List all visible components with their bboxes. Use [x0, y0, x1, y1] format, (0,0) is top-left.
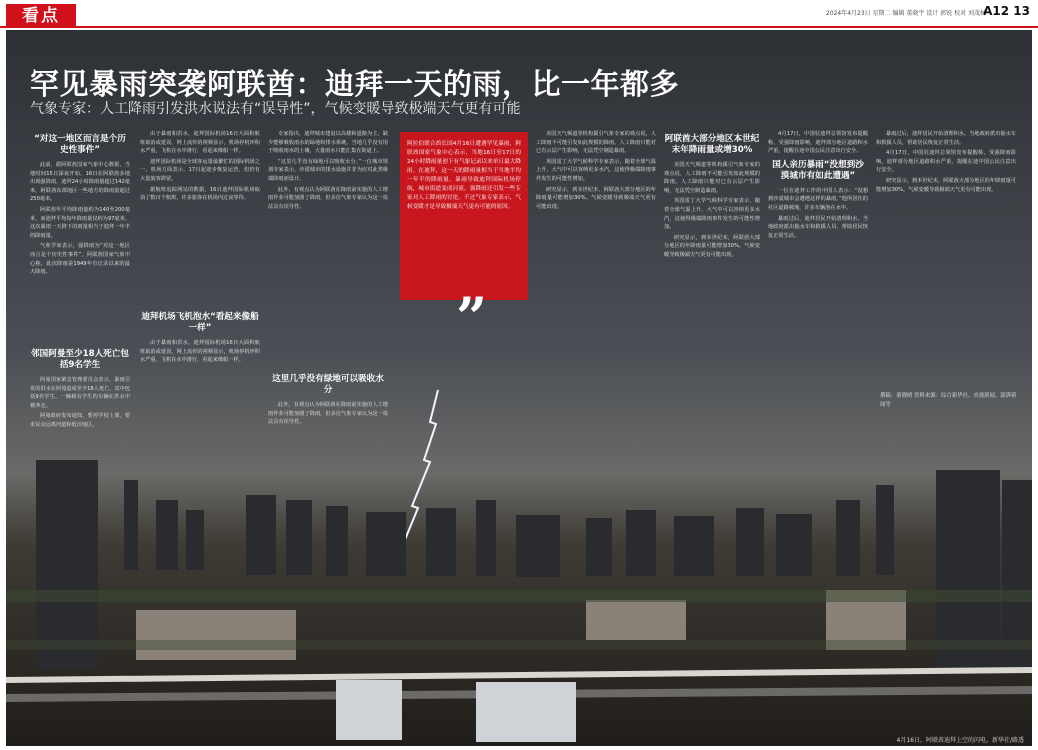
body-paragraph: 英国雷丁大学气候科学专家表示，随着全球气温上升，大气中可以容纳更多水汽，这使得极端降雨事件发生的可能性增加。 [536, 158, 656, 182]
subheadline: 气象专家：人工降雨引发洪水说法有“误导性”，气候变暖导致极端天气更有可能 [30, 101, 521, 117]
quote-mark: ” [456, 285, 488, 349]
section-heading-2: 邻国阿曼至少18人死亡包括9名学生 [31, 349, 129, 370]
body-paragraph: 专家指出，迪拜城市建设以高楼和道路为主，缺少能够吸收雨水的绿地和排水系统。当地几乎没有用于吸收雨水的土壤，大量雨水只能汇集在街道上。 [268, 131, 388, 155]
section-heading-1: “对这一地区而言是个历史性事件” [34, 134, 126, 155]
body-paragraph: 美国天气频道等机构援引气象专家的观点说，人工降雨不可能引发如此规模的降雨。人工降雨只能对已有云层产生影响，无法凭空制造暴雨。 [664, 162, 760, 194]
page-info: 2024年4月23日 星期二 编辑 董晓宇 设计 郭锐 校对 刘茂林 [825, 10, 986, 17]
body-paragraph: 阿曼国家紧急管理委员会表示，暴雨引发的洪水在阿曼造成至少18人死亡，其中包括9名学生。一辆载有学生的车辆在洪水中被冲走。 [30, 377, 130, 409]
body-paragraph: 暴雨过后，迪拜居民开始清理积水。当地政府派出抽水车和救援人员，帮助居民恢复正常生活。 [876, 131, 1016, 146]
section-heading-3: 迪拜机场飞机泡水“看起来像船一样” [141, 312, 259, 333]
photo-caption: 4月16日，阿联酋迪拜上空的闪电。新华社/路透 [896, 737, 1024, 744]
lead-box: 阿拉伯联合酋长国4月16日遭遇罕见暴雨，阿联酋国家气象中心表示，当地16日至17日的24小时降雨量创下有气象记录以来单日最大降雨。在迪拜，这一天的降雨量相当于当地平均一年半的降雨量。暴雨导致迪拜国际机场停航，城市街道变成河流。强降雨还引发一些专家对人工降雨的讨论。不过气象专家表示，气候变暖才是导致极端天气更有可能的原因。 [400, 132, 528, 300]
body-paragraph: 4月17日，中国驻迪拜总领馆发布提醒称，受强降雨影响，迪拜部分地区道路积水严重，提醒在迪中国公民注意出行安全。 [768, 131, 868, 155]
masthead-rule [0, 26, 1038, 28]
column-7 [876, 130, 1016, 385]
body-paragraph: 阿联酋年平均降雨量约为140至200毫米，而迪拜平均每年降雨量仅约为97毫米。这次暴雨一天降下的雨量相当于迪拜一年半的降雨量。 [30, 206, 130, 239]
body-paragraph: 由于暴雨和洪水，迪拜国际机场16日大面积航班取消或延误。网上流传的视频显示，机场停机坪积水严重，飞机在水中滑行，看起来像船一样。 [140, 340, 260, 364]
body-paragraph: 据航班追踪网站的数据，16日迪拜国际机场取消了数百个航班，许多旅客在机场内过夜等待。 [140, 186, 260, 202]
body-paragraph: 研究显示，到本世纪末，阿联酋大部分地区的年降雨量可能增加30%。气候变暖导致极端天气更有可能出现。 [536, 186, 656, 210]
body-paragraph: 研究显示，到本世纪末，阿联酋大部分地区的年降雨量可能增加30%。气候变暖导致极端天气更有可能出现。 [876, 177, 1016, 193]
column-6 [768, 130, 868, 440]
column-5 [664, 130, 760, 440]
headline: 罕见暴雨突袭阿联酋：迪拜一天的雨，比一年都多 [30, 67, 680, 101]
body-paragraph: 暴雨过后，迪拜居民开始清理积水。当地政府派出抽水车和救援人员，帮助居民恢复正常生活。 [768, 215, 868, 239]
column-2b [140, 308, 260, 418]
body-paragraph: 气象学家表示，强降雨为“对这一地区而言是个历史性事件”。阿联酋国家气象中心称，此次降雨是1949年有记录以来的最大降雨。 [30, 243, 130, 276]
body-paragraph: 一位在迪拜工作的中国人表示：“没想到沙漠城市会遭遇这样的暴雨。”他所居住的社区道路被淹，许多车辆泡在水中。 [768, 187, 868, 211]
body-paragraph: 此前，据阿联酋国家气象中心数据，当地时间15日深夜开始，16日在阿联酋多地出现强降雨，迪拜24小时降雨量超过142毫米，阿联酋东部地区一些地方的降雨量超过250毫米。 [30, 162, 130, 203]
body-paragraph: 此外，有观点认为阿联酋在降雨前实施的人工增雨作业可能加剧了降雨，但多位气象专家认为这一说法具有误导性。 [268, 186, 388, 210]
column-1 [30, 130, 130, 370]
page-number: A12 13 [983, 4, 1030, 18]
body-paragraph: 阿曼政府发布通知，暂停学校上课，要求民众远离河道和低洼地区。 [30, 413, 130, 428]
body-paragraph: 迪拜国际机场是全球客运量最繁忙的国际机场之一。机场方面表示，17日起逐步恢复运营，但仍有大量旅客滞留。 [140, 158, 260, 182]
masthead [0, 0, 1038, 26]
body-paragraph: 英国雷丁大学气候科学专家表示，随着全球气温上升，大气中可以容纳更多水汽，这使得极端降雨事件发生的可能性增加。 [664, 198, 760, 231]
body-paragraph: 此外，有观点认为阿联酋在降雨前实施的人工增雨作业可能加剧了降雨，但多位气象专家认为这一说法具有误导性。 [268, 402, 388, 426]
body-paragraph: 4月17日，中国驻迪拜总领馆发布提醒称，受强降雨影响，迪拜部分地区道路积水严重，提醒在迪中国公民注意出行安全。 [876, 150, 1016, 174]
section-heading-6: 国人亲历暴雨“没想到沙漠城市有如此遭遇” [772, 159, 864, 181]
column-3 [268, 130, 388, 370]
body-paragraph: “这里几乎没有绿地可以吸收水分。”一位城市规划专家表示，沙漠城市的排水设施并非为应对此类极端降雨而设计。 [268, 158, 388, 182]
column-1b [30, 345, 130, 428]
section-tag: 看点 [6, 4, 76, 28]
body-paragraph: 研究显示，到本世纪末，阿联酋大部分地区的年降雨量可能增加30%。气候变暖导致极端天气更有可能出现。 [664, 234, 760, 258]
body-paragraph: 由于暴雨和洪水，迪拜国际机场16日大面积航班取消或延误。网上流传的视频显示，机场停机坪积水严重，飞机在水中滑行，看起来像船一样。 [140, 131, 260, 155]
column-3b [268, 370, 388, 450]
body-paragraph: 美国天气频道等机构援引气象专家的观点说，人工降雨不可能引发如此规模的降雨。人工降雨只能对已有云层产生影响，无法凭空制造暴雨。 [536, 131, 656, 155]
section-heading-4: 这里几乎没有绿地可以吸收水分 [272, 374, 384, 395]
section-heading-5: 阿联酋大部分地区本世纪末年降雨量或增30% [664, 134, 760, 155]
article-credit: 撰稿：董晓晴 资料来源：综合新华社、央视新闻、澎湃新闻等 [880, 393, 1017, 408]
column-4 [536, 130, 656, 440]
